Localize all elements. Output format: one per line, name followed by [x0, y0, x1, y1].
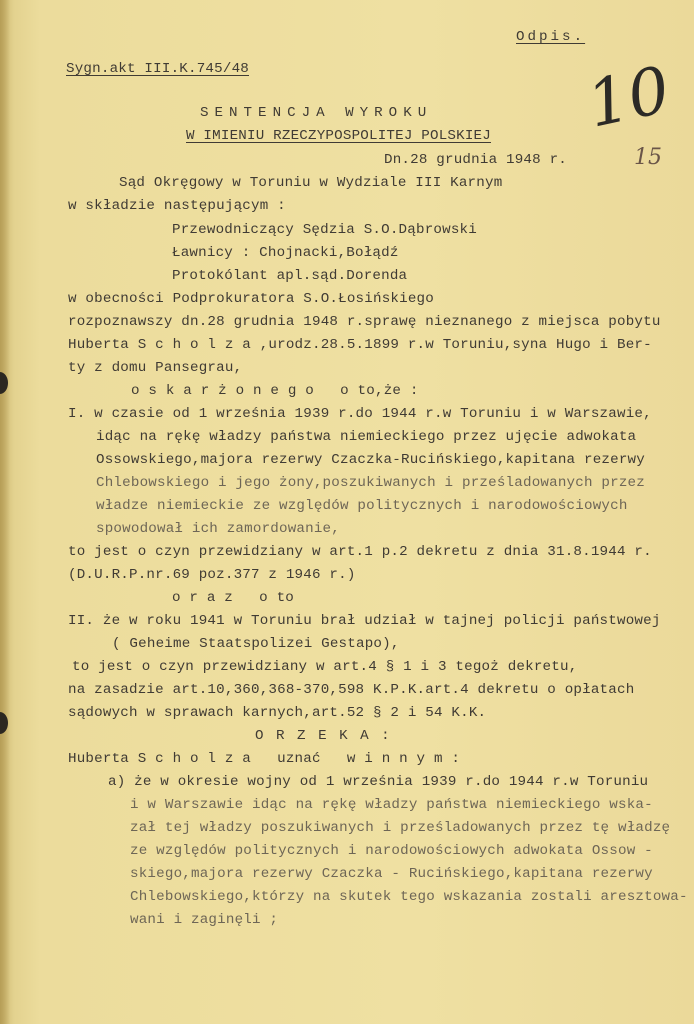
handwritten-page-number: 15: [634, 145, 662, 170]
legal-basis-line-2: sądowych w sprawach karnych,art.52 § 2 i 54 K.K.: [68, 705, 487, 721]
line-rules: O R Z E K A :: [255, 728, 392, 744]
charge-2-law: to jest o czyn przewidziany w art.4 § 1 i 3 tegoż dekretu,: [72, 659, 578, 675]
line-court: Sąd Okręgowy w Toruniu w Wydziale III Karnym: [119, 175, 503, 191]
charge-1-law: to jest o czyn przewidziany w art.1 p.2 dekretu z dnia 31.8.1944 r.: [68, 544, 652, 560]
line-presiding-judge: Przewodniczący Sędzia S.O.Dąbrowski: [172, 222, 477, 238]
charge-1-line-1: I. w czasie od 1 września 1939 r.do 1944 r.w Toruniu i w Warszawie,: [68, 406, 652, 422]
charge-1-line-3: Ossowskiego,majora rezerwy Czaczka-Rucińskiego,kapitana rezerwy: [96, 452, 645, 468]
legal-basis-line-1: na zasadzie art.10,360,368-370,598 K.P.K.art.4 dekretu o opłatach: [68, 682, 635, 698]
heading-republic: W IMIENIU RZECZYPOSPOLITEJ POLSKIEJ: [186, 128, 491, 144]
line-prosecutor: w obecności Podprokuratora S.O.Łosińskiego: [68, 291, 434, 307]
verdict-a-line-1: a) że w okresie wojny od 1 września 1939 r.do 1944 r.w Toruniu: [108, 774, 649, 790]
charge-1-line-6: spowodował ich zamordowanie,: [96, 521, 340, 537]
heading-verdict: SENTENCJA WYROKU: [200, 105, 433, 121]
charge-1-journal: (D.U.R.P.nr.69 poz.377 z 1946 r.): [68, 567, 356, 583]
line-clerk: Protokólant apl.sąd.Dorenda: [172, 268, 408, 284]
line-accused: o s k a r ż o n e g o o to,że :: [131, 383, 419, 399]
charge-2-line-1: II. że w roku 1941 w Toruniu brał udział w tajnej policji państwowej: [68, 613, 661, 629]
line-defendant-mother: ty z domu Pansegrau,: [68, 360, 243, 376]
line-lay-judges: Ławnicy : Chojnacki,Bołądź: [172, 245, 399, 261]
verdict-date: Dn.28 grudnia 1948 r.: [384, 152, 567, 168]
charge-1-line-5: władze niemieckie ze względów politycznych i narodowościowych: [96, 498, 628, 514]
line-and: o r a z o to: [172, 590, 294, 606]
case-signature: Sygn.akt III.K.745/48: [66, 61, 249, 77]
charge-2-line-2: ( Geheime Staatspolizei Gestapo),: [112, 636, 400, 652]
verdict-a-line-3: zał tej władzy poszukiwanych i prześladowanych przez tę władzę: [130, 820, 671, 836]
charge-1-line-2: idąc na rękę władzy państwa niemieckiego przez ujęcie adwokata: [96, 429, 637, 445]
line-defendant: Huberta S c h o l z a ,urodz.28.5.1899 r.w Toruniu,syna Hugo i Ber-: [68, 337, 652, 353]
verdict-a-line-5: skiego,majora rezerwy Czaczka - Rucińskiego,kapitana rezerwy: [130, 866, 653, 882]
line-case-heard: rozpoznawszy dn.28 grudnia 1948 r.sprawę nieznanego z miejsca pobytu: [68, 314, 661, 330]
copy-mark: Odpis.: [516, 29, 586, 45]
handwritten-number: 10: [581, 53, 677, 143]
charge-1-line-4: Chlebowskiego i jego żony,poszukiwanych i prześladowanych przez: [96, 475, 645, 491]
page-edge-shadow: [0, 0, 10, 1024]
verdict-a-line-4: ze względów politycznych i narodowościowych adwokata Ossow -: [130, 843, 653, 859]
line-composition: w składzie następującym :: [68, 198, 286, 214]
verdict-a-line-2: i w Warszawie idąc na rękę władzy państwa niemieckiego wska-: [130, 797, 653, 813]
verdict-a-line-6: Chlebowskiego,którzy na skutek tego wskazania zostali aresztowa-: [130, 889, 688, 905]
verdict-a-line-7: wani i zaginęli ;: [130, 912, 279, 928]
line-guilty: Huberta S c h o l z a uznać w i n n y m :: [68, 751, 461, 767]
